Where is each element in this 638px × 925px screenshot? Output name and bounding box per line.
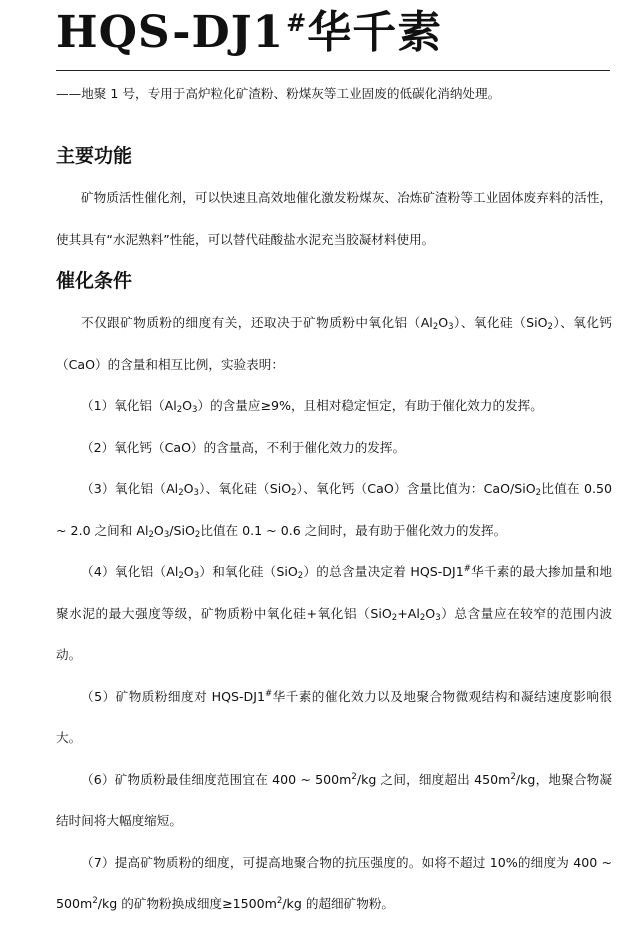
condition-item-6: （6）矿物质粉最佳细度范围宜在 400 ~ $500m^2/kg$ 之间，细度超出 $450m^2/kg$，地聚合物凝结时间将大幅度缩短。 xyxy=(56,771,613,828)
section-heading-function: 主要功能 xyxy=(56,145,133,167)
document-subtitle: ——地聚 1 号，专用于高炉粒化矿渣粉、粉煤灰等工业固废的低碳化消纳处理。 xyxy=(56,86,501,101)
condition-item-5: （5）矿物质粉细度对 HQS-DJ1#华千素的催化效力以及地聚合物微观结构和凝结速度影响很大。 xyxy=(56,688,612,745)
condition-item-7: （7）提高矿物质粉的细度，可提高地聚合物的抗压强度的。如将不超过 10%的细度为 400 ~ $500m^2/kg$ 的矿物粉换成细度$\ge 1500m^2/kg$ 的超细矿物粉。 xyxy=(56,854,612,911)
title-product-name: 华千素 xyxy=(307,7,443,58)
condition-item-2: （2）氧化钙（CaO）的含量高，不利于催化效力的发挥。 xyxy=(81,439,406,455)
title-product-code: HQS-DJ1 xyxy=(56,7,285,58)
document-title xyxy=(56,4,442,62)
condition-item-3: （3）氧化铝$(Al_2O_3)$、氧化硅（SiO$_2$）、氧化钙（CaO）含量比值为：CaO/SiO$_2$比值在 0.50 ~ 2.0 之间和 $Al_2O_3/SiO_2$比值在 0.1 ~ 0.6 之间时，最有助于催化效力的发挥。 xyxy=(56,481,612,540)
conditions-intro: 不仅跟矿物质粉的细度有关，还取决于矿物质粉中氧化铝$(Al_2O_3)$、氧化硅（SiO$_2$）、氧化钙（CaO）的含量和相互比例，实验表明： xyxy=(56,315,612,372)
condition-item-4: （4）氧化铝$(Al_2O_3)$和氧化硅（SiO$_2$）的总含量决定着 HQS-DJ1#华千素的最大掺加量和地聚水泥的最大强度等级，矿物质粉中氧化硅+氧化铝$(SiO_2+Al_2O_3)$总含量应在较窄的范围内波动。 xyxy=(56,564,613,662)
title-divider xyxy=(56,70,610,71)
section-heading-conditions: 催化条件 xyxy=(56,270,133,292)
function-paragraph: 矿物质活性催化剂，可以快速且高效地催化激发粉煤灰、冶炼矿渣粉等工业固体废弃料的活性，使其具有“水泥熟料”性能，可以替代硅酸盐水泥充当胶凝材料使用。 xyxy=(56,190,612,247)
condition-item-1: （1）氧化铝$(Al_2O_3)$的含量应≥9%，且相对稳定恒定，有助于催化效力的发挥。 xyxy=(81,398,543,415)
conditions-body xyxy=(56,302,612,925)
title-mark: # xyxy=(286,8,308,37)
